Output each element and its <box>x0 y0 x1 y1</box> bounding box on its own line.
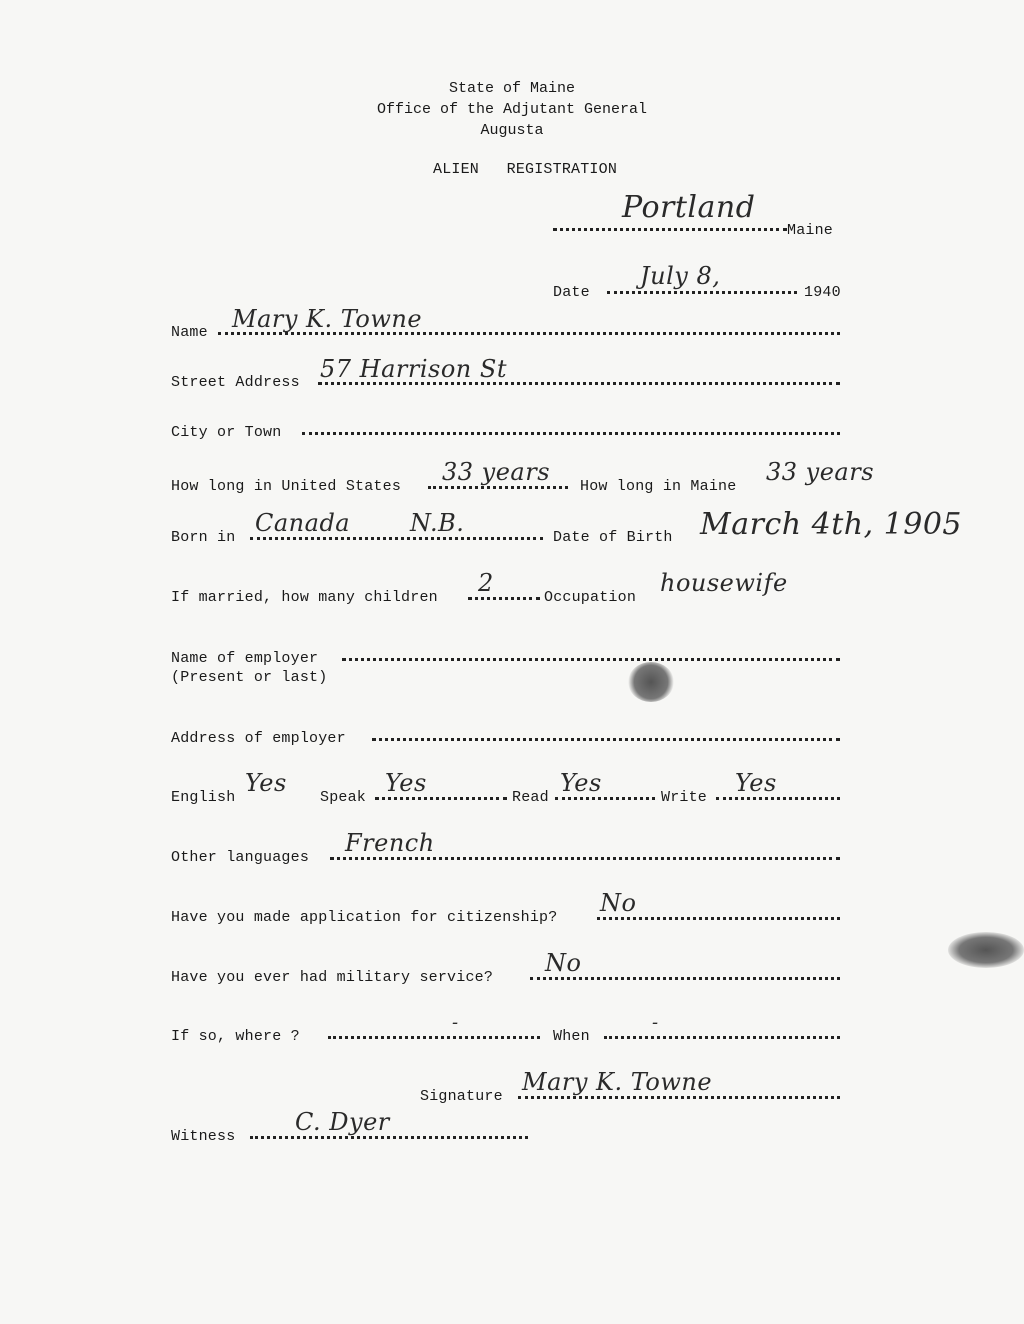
when-line <box>604 1036 840 1039</box>
dob-value: March 4th, 1905 <box>700 507 962 542</box>
name-value: Mary K. Towne <box>232 305 423 333</box>
born-value-province: N.B. <box>410 509 465 537</box>
children-line <box>468 597 540 600</box>
when-value: - <box>652 1012 659 1033</box>
signature-line <box>518 1096 840 1099</box>
born-line <box>250 537 543 540</box>
city-label: City or Town <box>171 424 282 441</box>
speak-line <box>375 797 507 800</box>
date-year: 1940 <box>804 284 841 301</box>
place-line <box>553 228 787 231</box>
form-title: ALIEN REGISTRATION <box>433 161 618 178</box>
us-time-label: How long in United States <box>171 478 402 495</box>
write-line <box>716 797 840 800</box>
english-label: English <box>171 789 236 806</box>
write-label: Write <box>661 789 708 806</box>
citizenship-value: No <box>600 889 637 917</box>
header-office: Office of the Adjutant General <box>376 101 648 118</box>
employer-label: Name of employer <box>171 650 319 667</box>
us-time-line <box>428 486 568 489</box>
maine-time-label: How long in Maine <box>580 478 737 495</box>
citizenship-line <box>597 917 840 920</box>
employer-sublabel: (Present or last) <box>171 669 328 686</box>
occupation-value: housewife <box>660 569 788 597</box>
place-suffix: Maine <box>787 222 834 239</box>
when-label: When <box>553 1028 590 1045</box>
employer-address-label: Address of employer <box>171 730 346 747</box>
dob-label: Date of Birth <box>553 529 673 546</box>
military-label: Have you ever had military service? <box>171 969 494 986</box>
children-label: If married, how many children <box>171 589 438 606</box>
children-value: 2 <box>478 569 494 597</box>
employer-line <box>342 658 840 661</box>
where-label: If so, where ? <box>171 1028 300 1045</box>
write-value: Yes <box>735 769 777 797</box>
read-label: Read <box>512 789 549 806</box>
read-line <box>555 797 655 800</box>
street-value: 57 Harrison St <box>320 355 507 383</box>
signature-label: Signature <box>420 1088 503 1105</box>
where-value: - <box>452 1012 459 1033</box>
occupation-label: Occupation <box>544 589 637 606</box>
name-label: Name <box>171 324 208 341</box>
english-value: Yes <box>245 769 287 797</box>
header-state: State of Maine <box>448 80 576 97</box>
date-line <box>607 291 797 294</box>
other-lang-line <box>330 857 840 860</box>
maine-time-value: 33 years <box>766 458 875 486</box>
read-value: Yes <box>560 769 602 797</box>
edge-stain <box>948 932 1024 968</box>
date-handwritten: July 8, <box>640 262 721 290</box>
military-line <box>530 977 840 980</box>
ink-stain <box>628 662 674 702</box>
born-label: Born in <box>171 529 236 546</box>
other-lang-value: French <box>345 829 435 857</box>
military-value: No <box>545 949 582 977</box>
signature-value: Mary K. Towne <box>522 1068 713 1096</box>
speak-label: Speak <box>320 789 367 806</box>
place-handwritten: Portland <box>622 190 756 225</box>
speak-value: Yes <box>385 769 427 797</box>
street-label: Street Address <box>171 374 300 391</box>
header-city: Augusta <box>480 122 544 139</box>
citizenship-label: Have you made application for citizenship? <box>171 909 558 926</box>
employer-address-line <box>372 738 840 741</box>
date-label: Date <box>553 284 590 301</box>
witness-line <box>250 1136 528 1139</box>
witness-label: Witness <box>171 1128 236 1145</box>
other-lang-label: Other languages <box>171 849 310 866</box>
born-value: Canada <box>255 509 351 537</box>
us-time-value: 33 years <box>442 458 551 486</box>
where-line <box>328 1036 540 1039</box>
city-line <box>302 432 840 435</box>
witness-value: C. Dyer <box>295 1108 390 1136</box>
